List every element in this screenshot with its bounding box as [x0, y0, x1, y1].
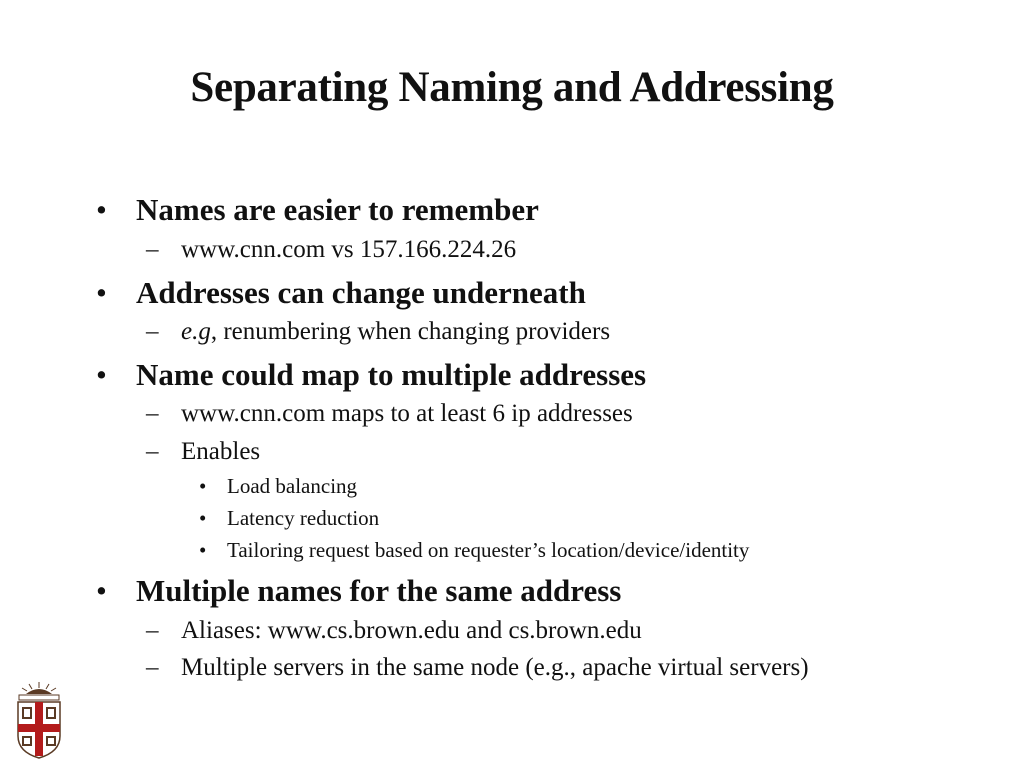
bullet-item: [96, 357, 647, 393]
third-level-text: Tailoring request based on requester’s location/device/identity: [227, 538, 750, 562]
dash-marker: –: [146, 236, 159, 263]
sub-bullet-text: Aliases: www.cs.brown.edu and cs.brown.edu: [181, 617, 642, 644]
bullet-item: [96, 192, 539, 228]
bullet-text: Name could map to multiple addresses: [136, 357, 647, 392]
sub-bullet-item: [146, 617, 642, 645]
bullet-marker: •: [96, 357, 107, 392]
bullet-marker: •: [199, 506, 207, 530]
bullet-text: Names are easier to remember: [136, 192, 539, 227]
third-level-item: [199, 506, 380, 531]
sub-bullet-text: , renumbering when changing providers: [210, 318, 611, 345]
sub-bullet-item: [146, 438, 261, 466]
bullet-marker: •: [96, 275, 107, 310]
third-level-item: [199, 474, 358, 499]
sub-bullet-item: [146, 318, 611, 346]
sub-bullet-text: www.cnn.com maps to at least 6 ip addresses: [181, 400, 633, 427]
dash-marker: –: [146, 617, 159, 644]
slide-title: Separating Naming and Addressing: [190, 64, 834, 111]
dash-marker: –: [146, 654, 159, 681]
sub-bullet-item: [146, 654, 809, 682]
bullet-marker: •: [96, 573, 107, 608]
bullet-item: [96, 275, 586, 311]
bullet-marker: •: [199, 538, 207, 562]
sub-bullet-text: Multiple servers in the same node (e.g., apache virtual servers): [181, 654, 809, 681]
bullet-item: [96, 573, 622, 609]
emphasis-text: e.g: [181, 318, 211, 345]
third-level-text: Latency reduction: [227, 506, 380, 530]
university-shield-icon: [14, 680, 64, 760]
sub-bullet-text: www.cnn.com vs 157.166.224.26: [181, 236, 517, 263]
third-level-text: Load balancing: [227, 474, 358, 498]
sub-bullet-item: [146, 236, 517, 264]
bullet-marker: •: [96, 192, 107, 227]
third-level-item: [199, 538, 750, 563]
dash-marker: –: [146, 318, 159, 345]
bullet-marker: •: [199, 474, 207, 498]
sub-bullet-item: [146, 400, 633, 428]
dash-marker: –: [146, 438, 159, 465]
bullet-text: Multiple names for the same address: [136, 573, 622, 608]
bullet-text: Addresses can change underneath: [136, 275, 586, 310]
dash-marker: –: [146, 400, 159, 427]
sub-bullet-text: Enables: [181, 438, 261, 465]
